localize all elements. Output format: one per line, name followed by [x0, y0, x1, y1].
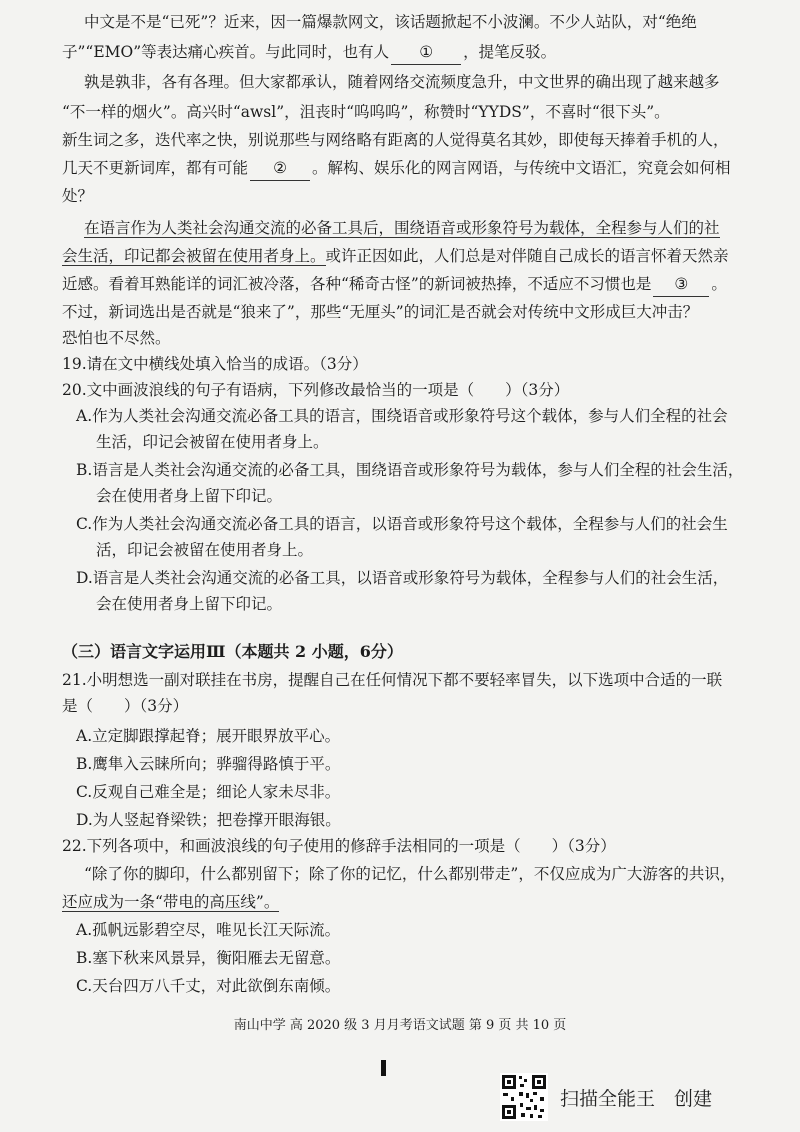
q20-option-c-line-1: C.作为人类社会沟通交流必备工具的语言，以语音或形象符号这个载体，全程参与人们的社会生 [76, 515, 728, 533]
section-3-heading: （三）语言文字运用Ⅲ（本题共 2 小题，6分） [62, 642, 403, 661]
q20-option-a-line-1: A.作为人类社会沟通交流必备工具的语言，围绕语音或形象符号这个载体，参与人们全程的社会 [76, 407, 728, 425]
blank-3: ③ [653, 272, 709, 297]
q20-option-d-line-2: 会在使用者身上留下印记。 [96, 595, 283, 613]
wavy-sentence-part-2: 会生活，印记都会被留在使用者身上。 [62, 247, 326, 265]
q21-option-c: C.反观自己难全是；细论人家未尽非。 [76, 783, 341, 801]
question-22-stem: 22.下列各项中，和画波浪线的句子使用的修辞手法相同的一项是（ ）（3分） [62, 837, 616, 855]
passage-line-1: 中文是不是“已死”？近来，因一篇爆款网文，该话题掀起不小波澜。不少人站队，对“绝绝 [84, 13, 697, 31]
q22-option-c: C.天台四万八千丈，对此欲倒东南倾。 [76, 977, 341, 995]
q22-wavy-sentence: 还应成为一条“带电的高压线”。 [62, 893, 280, 911]
passage-line-11: 不过，新词选出是否就是“狼来了”，那些“无厘头”的词汇是否就会对传统中文形成巨大冲击？ [62, 303, 699, 321]
passage-line-12: 恐怕也不尽然。 [62, 329, 171, 347]
scanner-watermark: 扫描全能王 创建 [560, 1088, 713, 1110]
q20-option-b-line-1: B.语言是人类社会沟通交流的必备工具，围绕语音或形象符号为载体，参与人们全程的社会生活， [76, 461, 744, 479]
question-19: 19.请在文中横线处填入恰当的成语。（3分） [62, 355, 368, 373]
q22-passage-line-2 [62, 890, 762, 914]
passage-line-3: 孰是孰非，各有各理。但大家都承认，随着网络交流频度急升，中文世界的确出现了越来越多 [84, 73, 720, 91]
passage-line-2: 子”“EMO”等表达痛心疾首。与此同时，也有人 ① ，提笔反驳。 [62, 40, 762, 65]
question-20-stem: 20.文中画波浪线的句子有语病，下列修改最恰当的一项是（ ）（3分） [62, 381, 570, 399]
passage-line-10: 近感。看着耳熟能详的词汇被冷落，各种“稀奇古怪”的新词被热捧，不适应不习惯也是 ③ 。 [62, 272, 762, 297]
question-21-stem-line-1: 21.小明想选一副对联挂在书房，提醒自己在任何情况下都不要轻率冒失，以下选项中合适的一联 [62, 671, 723, 689]
passage-line-9: 会生活，印记都会被留在使用者身上。或许正因如此，人们总是对伴随自己成长的语言怀着天然亲 [62, 247, 729, 265]
q22-passage-line-1: “除了你的脚印，什么都别留下；除了你的记忆，什么都别带走”，不仅应成为广大游客的共识， [84, 865, 736, 883]
q22-option-b: B.塞下秋来风景异，衡阳雁去无留意。 [76, 949, 341, 967]
blank-1: ① [391, 40, 461, 65]
passage-line-7: 处？ [62, 187, 94, 205]
q20-option-d-line-1: D.语言是人类社会沟通交流的必备工具，以语音或形象符号为载体，全程参与人们的社会生活， [76, 569, 729, 587]
passage-line-6: 几天不更新词库，都有可能 ② 。解构、娱乐化的网言网语，与传统中文语汇，究竟会如何相 [62, 156, 762, 181]
passage-line-5: 新生词之多，迭代率之快，别说那些与网络略有距离的人觉得莫名其妙，即使每天捧着手机的人， [62, 131, 729, 149]
passage-line-8 [84, 216, 784, 240]
q20-option-c-line-2: 活，印记会被留在使用者身上。 [96, 541, 314, 559]
q20-option-b-line-2: 会在使用者身上留下印记。 [96, 487, 283, 505]
question-21-stem-line-2: 是（ ）（3分） [62, 697, 189, 715]
scan-mark [381, 1060, 386, 1076]
wavy-sentence-part-1: 在语言作为人类社会沟通交流的必备工具后，围绕语音或形象符号为载体，全程参与人们的社 [84, 219, 720, 237]
passage-line-4: “不一样的烟火”。高兴时“awsl”，沮丧时“呜呜呜”，称赞时“YYDS”，不喜时“很下头”。 [62, 103, 670, 121]
page-footer: 南山中学 高 2020 级 3 月月考语文试题 第 9 页 共 10 页 [233, 1018, 567, 1033]
q22-option-a: A.孤帆远影碧空尽，唯见长江天际流。 [76, 921, 341, 939]
qr-code-icon [500, 1073, 548, 1121]
blank-2: ② [250, 156, 310, 181]
q21-option-d: D.为人竖起脊梁铁；把卷撑开眼海银。 [76, 811, 341, 829]
q21-option-a: A.立定脚跟撑起脊；展开眼界放平心。 [76, 727, 341, 745]
q20-option-a-line-2: 生活，印记会被留在使用者身上。 [96, 433, 329, 451]
q21-option-b: B.鹰隼入云睐所向；骅骝得路慎于平。 [76, 755, 341, 773]
